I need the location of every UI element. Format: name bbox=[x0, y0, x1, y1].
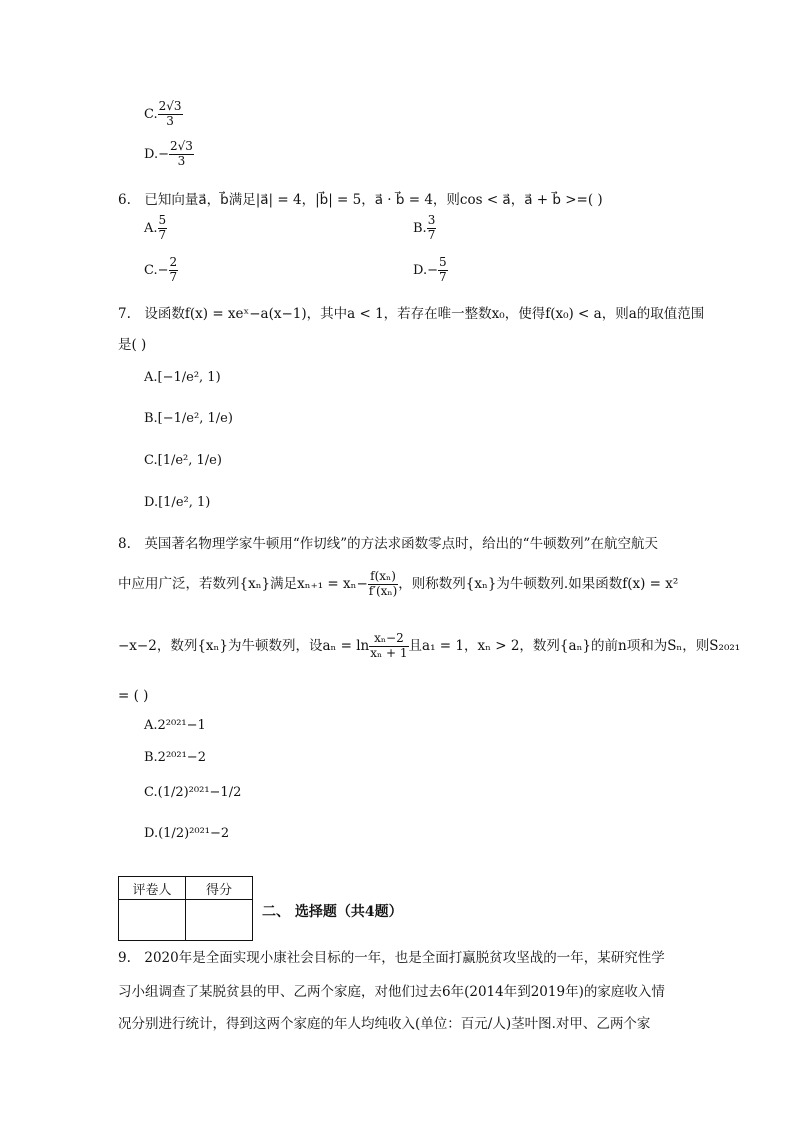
q7-option-b: B.[−1/e², 1/e) bbox=[144, 411, 233, 426]
fraction bbox=[158, 214, 168, 243]
q8-line3 bbox=[118, 632, 740, 661]
numerator: f(xₙ) bbox=[368, 570, 399, 585]
q7-option-d: D.[1/e², 1) bbox=[144, 495, 211, 510]
numerator: 3 bbox=[427, 213, 436, 227]
numerator: 2√3 bbox=[169, 139, 193, 153]
numerator: 2 bbox=[169, 255, 178, 269]
q6-option-c bbox=[144, 256, 178, 285]
numerator: 5 bbox=[158, 213, 167, 227]
q5-option-c bbox=[144, 100, 183, 129]
q6-option-b bbox=[413, 214, 436, 243]
q6-option-d bbox=[413, 256, 448, 285]
fraction bbox=[438, 256, 448, 285]
q8-line2 bbox=[118, 570, 678, 599]
option-prefix: C. bbox=[144, 106, 158, 122]
q9-line1: 9. 2020年是全面实现小康社会目标的一年，也是全面打赢脱贫攻坚战的一年，某研究性学 bbox=[118, 950, 665, 966]
q8-line4: = ( ) bbox=[118, 688, 149, 704]
fraction bbox=[368, 570, 399, 599]
option-prefix: D.− bbox=[144, 146, 169, 162]
denominator: xₙ + 1 bbox=[370, 645, 408, 660]
numerator: 2√3 bbox=[158, 99, 182, 113]
denominator: 7 bbox=[158, 227, 167, 242]
option-prefix: D.− bbox=[413, 262, 438, 278]
option-prefix: A. bbox=[144, 220, 158, 236]
numerator: 5 bbox=[438, 255, 447, 269]
q7-option-a: A.[−1/e², 1) bbox=[144, 370, 221, 385]
q8-option-d: D.(1/2)²⁰²¹−2 bbox=[144, 826, 230, 841]
denominator: f′(xₙ) bbox=[368, 583, 398, 598]
q7-stem-line2: 是( ) bbox=[118, 337, 147, 353]
q6-stem: 6. 已知向量a⃗，b⃗满足|a⃗| = 4，|b⃗| = 5，a⃗ · b⃗ = 4，则cos < a⃗，a⃗ + b⃗ >=( ) bbox=[118, 192, 603, 208]
fraction bbox=[158, 100, 183, 129]
denominator: 3 bbox=[166, 113, 174, 128]
denominator: 7 bbox=[169, 269, 178, 284]
option-prefix: B. bbox=[413, 220, 427, 236]
q7-option-c: C.[1/e², 1/e) bbox=[144, 453, 222, 468]
q6-option-a bbox=[144, 214, 167, 243]
q8-line3-text-a: −x−2，数列{xₙ}为牛顿数列，设aₙ = ln bbox=[118, 637, 370, 654]
q7-stem-line1: 7. 设函数f(x) = xeˣ−a(x−1)，其中a < 1，若存在唯一整数x₀，使得f(x₀) < a，则a的取值范围 bbox=[118, 306, 705, 322]
fraction bbox=[169, 140, 194, 169]
q8-line1: 8. 英国著名物理学家牛顿用“作切线”的方法求函数零点时，给出的“牛顿数列”在航空航天 bbox=[118, 536, 658, 552]
q8-option-b: B.2²⁰²¹−2 bbox=[144, 750, 206, 765]
section-heading: 二、 选择题（共4题） bbox=[262, 904, 403, 920]
score-table-cell-grader bbox=[119, 900, 186, 941]
fraction bbox=[169, 256, 179, 285]
numerator: xₙ−2 bbox=[369, 632, 408, 647]
q8-line2-text-b: ，则称数列{xₙ}为牛顿数列.如果函数f(x) = x² bbox=[398, 575, 679, 592]
q8-option-a: A.2²⁰²¹−1 bbox=[144, 718, 206, 733]
q5-option-d bbox=[144, 140, 194, 169]
score-table-header-score: 得分 bbox=[186, 877, 253, 900]
denominator: 7 bbox=[438, 269, 447, 284]
q9-line2: 习小组调查了某脱贫县的甲、乙两个家庭，对他们过去6年(2014年到2019年)的家庭收入情 bbox=[118, 984, 665, 1000]
score-table-header-grader: 评卷人 bbox=[119, 877, 186, 900]
q9-line3: 况分别进行统计，得到这两个家庭的年人均纯收入(单位：百元/人)茎叶图.对甲、乙两个家 bbox=[118, 1016, 651, 1032]
q8-option-c: C.(1/2)²⁰²¹−1/2 bbox=[144, 785, 242, 800]
fraction bbox=[427, 214, 437, 243]
q8-line2-text-a: 中应用广泛，若数列{xₙ}满足xₙ₊₁ = xₙ− bbox=[118, 575, 368, 592]
score-table bbox=[118, 876, 253, 941]
fraction bbox=[369, 632, 408, 661]
score-table-cell-score bbox=[186, 900, 253, 941]
q8-line3-text-b: 且a₁ = 1，xₙ > 2，数列{aₙ}的前n项和为Sₙ，则S₂₀₂₁ bbox=[408, 637, 741, 654]
denominator: 7 bbox=[427, 227, 436, 242]
denominator: 3 bbox=[177, 153, 186, 168]
option-prefix: C.− bbox=[144, 262, 169, 278]
